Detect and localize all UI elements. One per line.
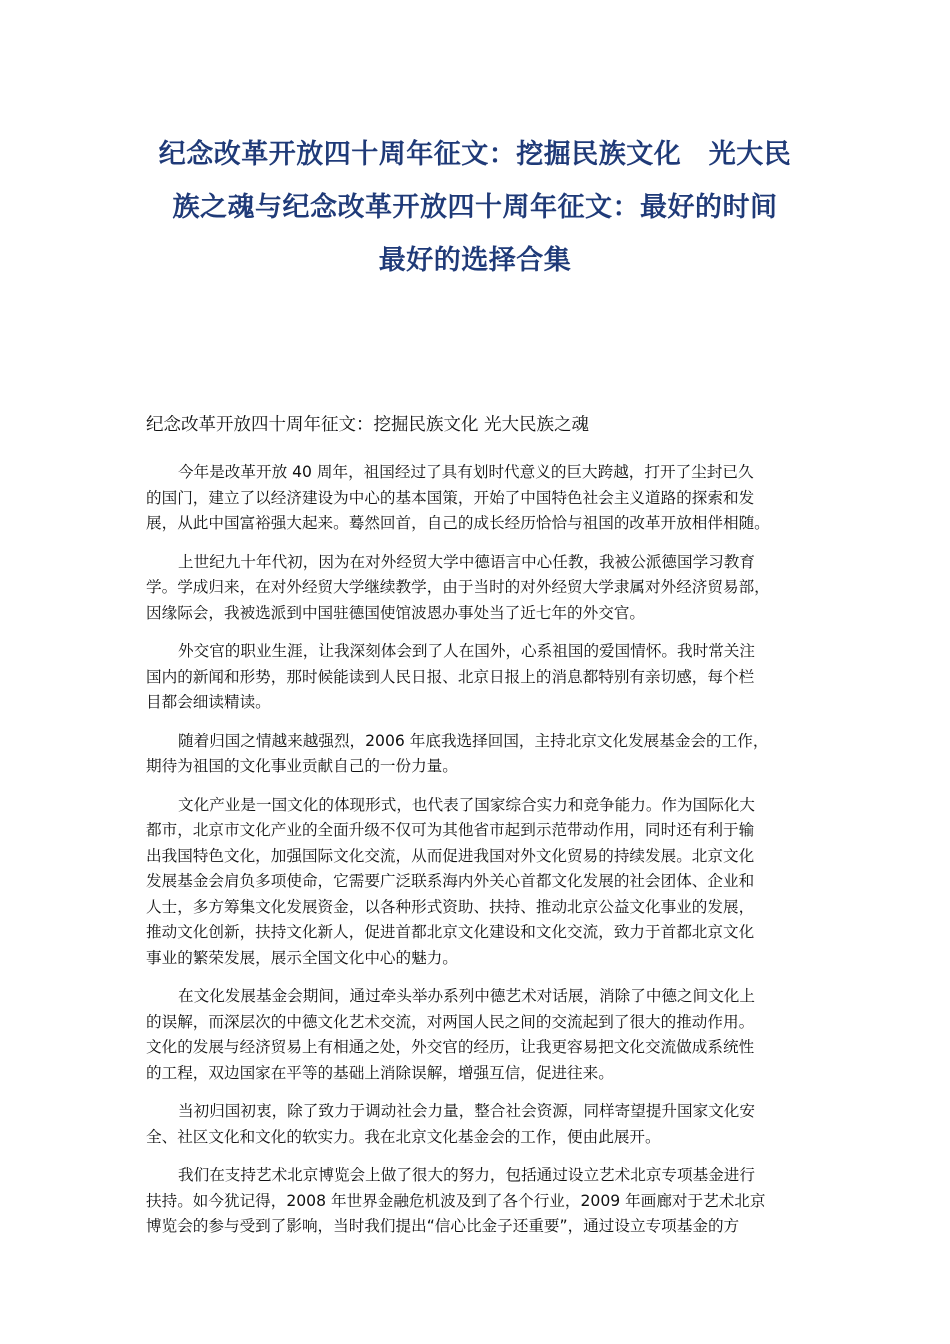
body-text	[146, 460, 804, 1253]
paragraph-line: 在文化发展基金会期间，通过牵头举办系列中德艺术对话展，消除了中德之间文化上	[178, 987, 755, 1005]
paragraph-line: 随着归国之情越来越强烈，2006 年底我选择回国，主持北京文化发展基金会的工作，	[178, 731, 769, 750]
section-heading: 纪念改革开放四十周年征文：挖掘民族文化 光大民族之魂	[146, 415, 590, 435]
paragraph-line: 因缘际会，我被选派到中国驻德国使馆波恩办事处当了近七年的外交官。	[146, 603, 646, 622]
paragraph-line: 全、社区文化和文化的软实力。我在北京文化基金会的工作，便由此展开。	[146, 1127, 661, 1146]
paragraph	[146, 1099, 804, 1150]
paragraph-line: 的误解，而深层次的中德文化艺术交流，对两国人民之间的交流起到了很大的推动作用。	[146, 1012, 755, 1031]
paragraph	[146, 793, 804, 972]
paragraph-line: 的工程，双边国家在平等的基础上消除误解，增强互信，促进往来。	[146, 1063, 614, 1082]
paragraph-line: 今年是改革开放 40 周年，祖国经过了具有划时代意义的巨大跨越，打开了尘封已久	[178, 463, 754, 481]
paragraph-line: 博览会的参与受到了影响，当时我们提出“信心比金子还重要”，通过设立专项基金的方	[146, 1217, 740, 1235]
paragraph	[146, 729, 804, 780]
paragraph-line: 推动文化创新，扶持文化新人，促进首都北京文化建设和文化交流，致力于首都北京文化	[146, 923, 755, 941]
paragraph	[146, 550, 804, 627]
paragraph-line: 外交官的职业生涯，让我深刻体会到了人在国外，心系祖国的爱国情怀。我时常关注	[178, 642, 755, 660]
paragraph-line: 事业的繁荣发展，展示全国文化中心的魅力。	[146, 948, 458, 967]
paragraph-line: 文化产业是一国文化的体现形式，也代表了国家综合实力和竞争能力。作为国际化大	[178, 795, 755, 814]
paragraph	[146, 984, 804, 1086]
paragraph-line: 扶持。如今犹记得，2008 年世界金融危机波及到了各个行业，2009 年画廊对于艺术北京	[146, 1191, 766, 1210]
paragraph-line: 出我国特色文化，加强国际文化交流，从而促进我国对外文化贸易的持续发展。北京文化	[146, 846, 755, 865]
title-line: 纪念改革开放四十周年征文：挖掘民族文化 光大民	[158, 139, 792, 170]
paragraph-line: 上世纪九十年代初，因为在对外经贸大学中德语言中心任教，我被公派德国学习教育	[178, 552, 755, 571]
paragraph-line: 人士，多方筹集文化发展资金，以各种形式资助、扶持、推动北京公益文化事业的发展，	[146, 897, 755, 916]
paragraph-line: 目都会细读精读。	[146, 693, 271, 711]
paragraph	[146, 1163, 804, 1240]
paragraph	[146, 639, 804, 716]
paragraph-line: 展，从此中国富裕强大起来。蓦然回首，自己的成长经历恰恰与祖国的改革开放相伴相随。	[146, 514, 770, 532]
paragraph-line: 都市，北京市文化产业的全面升级不仅可为其他省市起到示范带动作用，同时还有利于输	[146, 821, 755, 839]
title-line: 族之魂与纪念改革开放四十周年征文：最好的时间	[172, 192, 778, 223]
paragraph-line: 文化的发展与经济贸易上有相通之处，外交官的经历，让我更容易把文化交流做成系统性	[146, 1038, 755, 1056]
paragraph-line: 我们在支持艺术北京博览会上做了很大的努力，包括通过设立艺术北京专项基金进行	[178, 1166, 755, 1184]
paragraph-line: 期待为祖国的文化事业贡献自己的一份力量。	[146, 757, 458, 775]
paragraph-line: 当初归国初衷，除了致力于调动社会力量，整合社会资源，同样寄望提升国家文化安	[178, 1102, 755, 1120]
paragraph-line: 发展基金会肩负多项使命，它需要广泛联系海内外关心首都文化发展的社会团体、企业和	[146, 872, 755, 890]
paragraph-line: 国内的新闻和形势，那时候能读到人民日报、北京日报上的消息都特别有亲切感，每个栏	[146, 667, 755, 686]
paragraph-line: 学。学成归来，在对外经贸大学继续教学，由于当时的对外经贸大学隶属对外经济贸易部，	[146, 578, 770, 596]
paragraph-line: 的国门，建立了以经济建设为中心的基本国策，开始了中国特色社会主义道路的探索和发	[146, 488, 755, 507]
paragraph	[146, 460, 804, 537]
document-title	[130, 128, 820, 287]
title-line: 最好的选择合集	[378, 245, 572, 276]
